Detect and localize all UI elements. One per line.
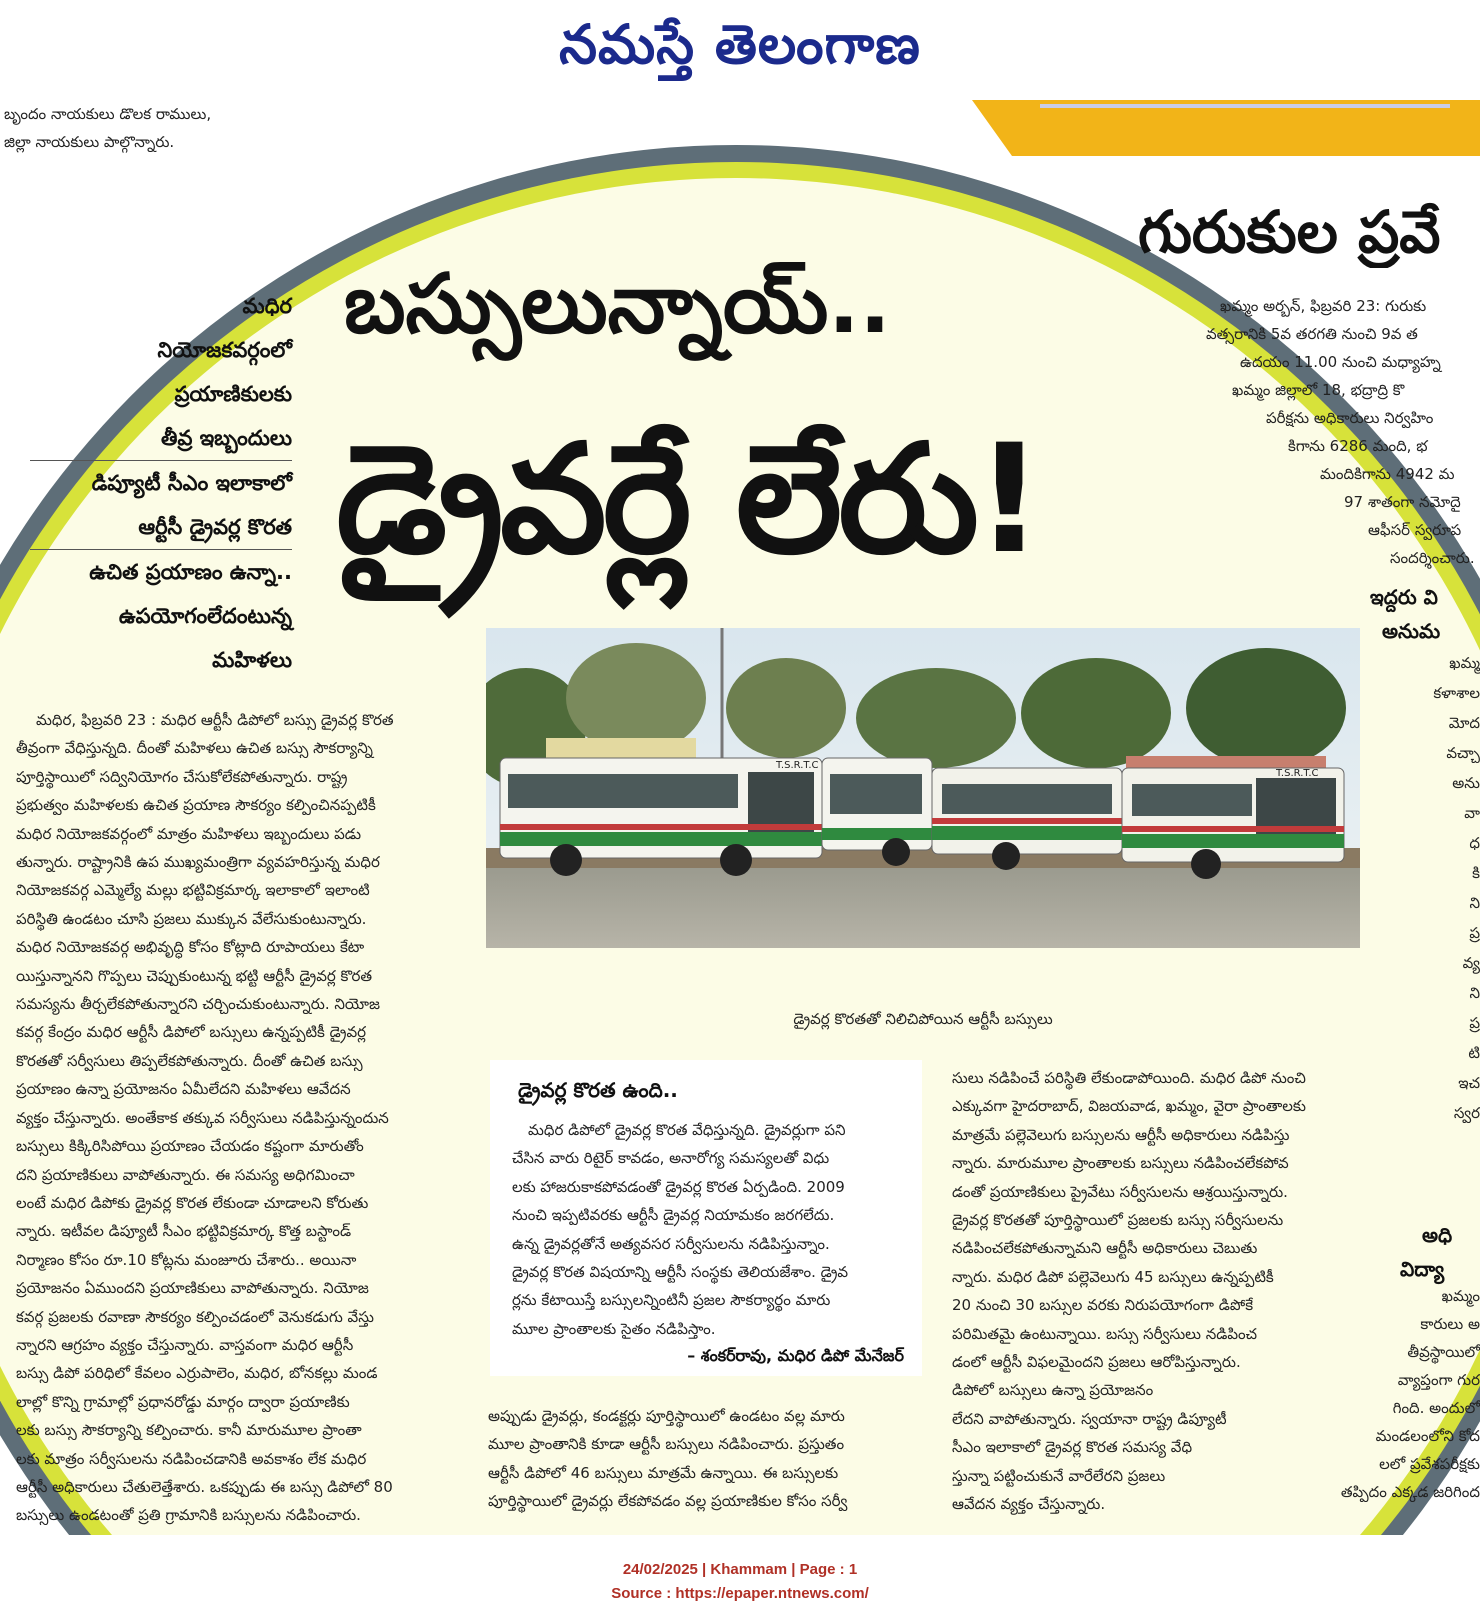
text-line: కిగాను 6286 మంది, భ <box>1288 437 1428 455</box>
text-line: నిర్మాణం కోసం రూ.10 కోట్లను మంజూరు చేశారు.. అయినా <box>16 1250 357 1269</box>
text-line: బస్సులు ఉండటంతో ప్రతి గ్రామానికి బస్సులను నడిపించారు. <box>16 1506 361 1525</box>
text-line: లాల్లో కొన్ని గ్రామాల్లో ప్రధానరోడ్డు మార్గం ద్వారా ప్రయాణికు <box>16 1392 350 1411</box>
text-line: బృందం నాయకులు డొలక రాములు, <box>4 105 212 123</box>
text-line: డ్రైవర్ల కొరత విషయాన్ని ఆర్టీసీ సంస్థకు తెలియజేశాం. డ్రైవ <box>512 1263 849 1282</box>
headline-line-1: బస్సులున్నాయ్.. <box>344 257 891 352</box>
text-line: ప్రయోజనం ఏముందని ప్రయాణికులు వాపోతున్నారు. నియోజ <box>16 1279 369 1298</box>
bus-4 <box>1122 768 1344 879</box>
text-line: తున్నారు. రాష్ట్రానికి ఉప ముఖ్యమంత్రిగా వ్యవహరిస్తున్న మధిర <box>16 853 380 872</box>
text-line: విద్యా <box>1400 1257 1445 1281</box>
text-line: పరీక్షను అధికారులు నిర్వహిం <box>1266 409 1434 427</box>
bus-label: T.S.R.T.C <box>1276 768 1319 779</box>
footer-date-line: 24/02/2025 | Khammam | Page : 1 <box>622 1561 858 1578</box>
text-line: సీఎం ఇలాకాలో డ్రైవర్ల కొరత సమస్య వేధి <box>952 1438 1193 1457</box>
text-line: దని ప్రయాణికులు వాపోతున్నారు. ఈ సమస్య అధిగమించా <box>16 1165 355 1184</box>
text-line: ఉదయం 11.00 నుంచి మధ్యాహ్న <box>1240 353 1441 371</box>
text-line: కళాశాల <box>1433 684 1480 702</box>
text-line: మధిర నియోజకవర్గంలో మాత్రం మహిళలు ఇబ్బందులు పడు <box>16 824 362 843</box>
quote-box-title: డ్రైవర్ల కొరత ఉంది.. <box>518 1078 678 1102</box>
text-line: ర్లను కేటాయిస్తే బస్సులన్నింటినీ ప్రజల సౌకర్యార్థం మారు <box>512 1291 831 1310</box>
text-line: నియోజకవర్గ ఎమ్మెల్యే మల్లు భట్టివిక్రమార్క ఇలాకాలో ఇలాంటి <box>16 881 370 900</box>
kicker-line: నియోజకవర్గంలో <box>157 338 292 362</box>
text-line: ఇద్దరు వి <box>1370 585 1438 609</box>
text-line: కారులు అ <box>1420 1315 1480 1333</box>
page-footer <box>0 1558 1480 1606</box>
text-line: పూర్తిస్థాయిలో డ్రైవర్లు లేకపోవడం వల్ల ప్రయాణికుల కోసం సర్వీ <box>488 1492 848 1511</box>
text-line: ఇచ <box>1458 1074 1480 1092</box>
right-story-body <box>1180 292 1480 572</box>
text-line: నడిపించలేకపోతున్నామని ఆర్టీసీ అధికారులు చెబుతు <box>952 1239 1258 1258</box>
right-story-headline: గురుకుల ప్రవే <box>1138 198 1441 266</box>
quote-box-body <box>512 1116 908 1343</box>
text-line: ఉన్న డ్రైవర్లతోనే అత్యవసర సర్వీసులను నడిపిస్తున్నాం. <box>512 1234 830 1253</box>
text-line: ఖమ్మం అర్బన్, ఫిబ్రవరి 23: గురుకు <box>1220 297 1427 315</box>
text-line: ని <box>1469 894 1480 912</box>
article-body-right <box>952 1064 1392 1519</box>
text-line: డిపోలో బస్సులు ఉన్నా ప్రయోజనం <box>952 1381 1154 1400</box>
text-line: సులు నడిపించే పరిస్థితి లేకుండాపోయింది. మధిర డిపో నుంచి <box>952 1069 1306 1087</box>
text-line: అను <box>1452 774 1480 792</box>
text-line: న్నారు. మారుమూల ప్రాంతాలకు బస్సులు నడిపించలేకపోవ <box>952 1154 1289 1173</box>
text-line: బస్సులు కిక్కిరిసిపోయి ప్రయాణం చేయడం కష్టంగా మారుతోం <box>16 1137 364 1156</box>
text-line: కవర్గ ప్రజలకు రవాణా సౌకర్యం కల్పించడంలో వెనుకడుగు వేస్తు <box>16 1307 374 1326</box>
text-line: మధిర, ఫిబ్రవరి 23 : మధిర ఆర్టీసీ డిపోలో బస్సు డ్రైవర్ల కొరత <box>36 711 394 729</box>
text-line: అనుమ <box>1382 619 1441 643</box>
text-line: 20 నుంచి 30 బస్సుల వరకు నిరుపయోగంగా డిపోకే <box>952 1296 1254 1315</box>
quote-attribution: – శంకర్‌రావు, మధిర డిపో మేనేజర్ <box>687 1346 904 1365</box>
text-line: మూల ప్రాంతాలకు సైతం నడిపిస్తాం. <box>512 1319 716 1338</box>
text-line: తీవ్రస్థాయిలో <box>1407 1343 1480 1361</box>
text-line: న్నారు. ఇటీవల డిప్యూటీ సీఎం భట్టివిక్రమార్క కొత్త బస్టాండ్ <box>16 1222 352 1241</box>
text-line: మూల ప్రాంతానికి కూడా ఆర్టీసీ బస్సులు నడిపించారు. ప్రస్తుతం <box>488 1435 845 1454</box>
text-line: డ్రైవర్ల కొరతతో పూర్తిస్థాయిలో ప్రజలకు బస్సు సర్వీసులను <box>952 1211 1284 1230</box>
kicker-line: ప్రయాణికులకు <box>174 382 292 406</box>
kicker-line: ఉపయోగంలేదంటున్న <box>118 604 292 628</box>
text-line: తీవ్రంగా వేధిస్తున్నది. దీంతో మహిళలు ఉచిత బస్సు సౌకర్యాన్ని <box>16 739 373 758</box>
depot-manager-quote-box <box>490 1060 922 1376</box>
masthead-title: నమస్తే తెలంగాణ <box>559 12 921 76</box>
text-line: ప్రభుత్వం మహిళలకు ఉచిత ప్రయాణ సౌకర్యం కల్పించినప్పటికీ <box>16 796 376 815</box>
text-line: చేసిన వారు రిటైర్ కావడం, అనారోగ్య సమస్యలతో విధు <box>512 1149 830 1168</box>
right-subhead-2 <box>1400 1218 1480 1286</box>
text-line: ఎక్కువగా హైదరాబాద్, విజయవాడ, ఖమ్మం, వైరా ప్రాంతాలకు <box>952 1097 1306 1116</box>
text-line: కవర్గ కేంద్రం మధిర ఆర్టీసీ డిపోలో బస్సులు ఉన్నప్పటికీ డ్రైవర్ల <box>16 1023 366 1042</box>
text-line: డంతో ప్రయాణికులు ప్రైవేటు సర్వీసులను ఆశ్రయిస్తున్నారు. <box>952 1182 1288 1201</box>
text-line: లకు హాజరుకాకపోవడంతో డ్రైవర్ల కొరత ఏర్పడింది. 2009 <box>512 1177 845 1196</box>
text-line: సమస్యను తీర్చలేకపోతున్నారని చర్చించుకుంటున్నారు. నియోజ <box>16 995 380 1014</box>
text-line: ప్ర <box>1469 924 1480 942</box>
headline-line-2: డ్రైవర్లే లేరు! <box>336 413 1040 587</box>
text-line: నుంచి ఇప్పటివరకు ఆర్టీసీ డ్రైవర్ల నియామకం జరగలేదు. <box>512 1206 835 1225</box>
text-line: న్నారని ఆగ్రహం వ్యక్తం చేస్తున్నారు. వాస్తవంగా మధిర ఆర్టీసీ <box>16 1335 354 1354</box>
text-line: టి <box>1468 1044 1480 1062</box>
text-line: పరిమితమై ఉంటున్నాయి. బస్సు సర్వీసులు నడిపించ <box>952 1324 1258 1343</box>
text-line: వచ్చా <box>1446 744 1480 762</box>
kicker-line: తీవ్ర ఇబ్బందులు <box>161 426 292 450</box>
text-line: అధి <box>1422 1223 1453 1247</box>
text-line: యిస్తున్నానని గొప్పలు చెప్పుకుంటున్న భట్టి ఆర్టీసీ డ్రైవర్ల కొరత <box>16 966 373 985</box>
text-line: వ్యక్తం చేస్తున్నారు. అంతేకాక తక్కువ సర్వీసులు నడిపిస్తున్నందున <box>16 1108 389 1127</box>
text-line: లేదని వాపోతున్నారు. స్వయానా రాష్ట్ర డిప్యూటీ <box>952 1409 1227 1428</box>
kicker-line: డిప్యూటీ సీఎం ఇలాకాలో <box>91 471 292 495</box>
text-line: లకు మాత్రం సర్వీసులను నడిపించడానికి అవకాశం లేక మధిర <box>16 1449 367 1468</box>
text-line: స్వర <box>1453 1104 1480 1122</box>
text-line: ఖమ్మ <box>1449 654 1480 672</box>
text-line: 97 శాతంగా నమోదై <box>1344 493 1461 511</box>
text-line: మోద <box>1448 714 1480 732</box>
text-line: స్తున్నా పట్టించుకునే వారేలేరని ప్రజలు <box>952 1466 1166 1485</box>
text-line: అప్పుడు డ్రైవర్లు, కండక్టర్లు పూర్తిస్థాయిలో ఉండటం వల్ల మారు <box>488 1407 845 1425</box>
article-body-middle <box>488 1402 924 1516</box>
text-line: డంలో ఆర్టీసీ విఫలమైందని ప్రజలు ఆరోపిస్తున్నారు. <box>952 1353 1241 1372</box>
article-body-left <box>16 706 458 1530</box>
text-line: వ్య <box>1462 954 1480 972</box>
text-line: ప్ర <box>1469 1014 1480 1032</box>
text-line: ఖమ్మం జిల్లాలో 18, భద్రాద్రి కొ <box>1232 381 1405 399</box>
text-line: వత్సరానికి 5వ తరగతి నుంచి 9వ త <box>1206 325 1418 343</box>
text-line: ని <box>1469 984 1480 1002</box>
text-line: ఆర్టీసీ అధికారులు చేతులెత్తేశారు. ఒకప్పుడు ఈ బస్సు డిపోలో 80 <box>16 1477 393 1496</box>
text-line: మందికిగాను 4942 మ <box>1320 465 1455 483</box>
text-line: గింది. అందులో <box>1392 1399 1480 1417</box>
text-line: ప్రయాణం ఉన్నా ప్రయోజనం ఏమీలేదని మహిళలు ఆవేదన <box>16 1080 351 1099</box>
bus-label: T.S.R.T.C <box>776 760 819 771</box>
text-line: జిల్లా నాయకులు పాల్గొన్నారు. <box>4 133 175 151</box>
text-line: కి <box>1472 864 1480 882</box>
footer-source-link[interactable]: Source : https://epaper.ntnews.com/ <box>611 1585 869 1602</box>
text-line: మధిర డిపోలో డ్రైవర్ల కొరత వేధిస్తున్నది. డ్రైవర్లుగా పని <box>528 1121 846 1139</box>
top-left-text <box>4 100 304 156</box>
text-line: తప్పిదం ఎక్కడ జరిగింద <box>1340 1483 1480 1501</box>
text-line: లలో ప్రవేశపరీక్షకు <box>1379 1455 1480 1473</box>
text-line: పరిస్థితి ఉండటం చూసి ప్రజలు ముక్కున వేలేసుకుంటున్నారు. <box>16 909 367 928</box>
accent-band <box>972 100 1480 156</box>
photo-caption: డ్రైవర్ల కొరతతో నిలిచిపోయిన ఆర్టీసీ బస్సులు <box>793 1010 1053 1028</box>
bus-1 <box>500 758 822 876</box>
text-line: ఖమ్మం <box>1441 1287 1480 1305</box>
text-line: ఆర్టీసీ డిపోలో 46 బస్సులు మాత్రమే ఉన్నాయి. ఈ బస్సులకు <box>488 1463 839 1482</box>
bus-depot-photo <box>486 628 1360 948</box>
bus-2 <box>822 758 932 866</box>
text-line: లంటే మధిర డిపోకు డ్రైవర్ల కొరత లేకుండా చూడాలని కోరుతు <box>16 1193 369 1212</box>
text-line: వ్యాప్తంగా గుర <box>1397 1371 1480 1389</box>
text-line: లకు బస్సు సౌకర్యాన్ని కల్పించారు. కానీ మారుమూల ప్రాంతా <box>16 1421 362 1440</box>
bus-photo-illustration <box>486 628 1360 948</box>
text-line: ఆఫీసర్ స్వరూప <box>1368 521 1462 539</box>
text-line: వా <box>1464 804 1480 822</box>
text-line: ఆవేదన వ్యక్తం చేస్తున్నారు. <box>952 1495 1106 1514</box>
story-kicker <box>30 284 292 682</box>
text-line: సందర్శించారు. <box>1390 549 1475 567</box>
text-line: మధిర నియోజకవర్గ అభివృద్ధి కోసం కోట్లాది రూపాయలు కేటా <box>16 938 365 957</box>
right-subhead <box>1370 580 1480 648</box>
text-line: మాత్రమే పల్లెవెలుగు బస్సులను ఆర్టీసీ అధికారులు నడిపిస్తు <box>952 1125 1290 1144</box>
kicker-line: మధిర <box>242 294 292 318</box>
text-line: పూర్తిస్థాయిలో సద్వినియోగం చేసుకోలేకపోతున్నారు. రాష్ట్ర <box>16 767 348 786</box>
text-line: ధ <box>1469 834 1480 852</box>
text-line: మండలంలోని కోద <box>1375 1427 1480 1445</box>
kicker-line: మహిళలు <box>212 648 292 672</box>
text-line: న్నారు. మధిర డిపో పల్లెవెలుగు 45 బస్సులు ఉన్నప్పటికీ <box>952 1267 1274 1286</box>
kicker-line: ఆర్టీసీ డ్రైవర్ల కొరత <box>138 515 292 539</box>
kicker-line: ఉచిత ప్రయాణం ఉన్నా.. <box>89 560 292 584</box>
text-line: బస్సు డిపో పరిధిలో కేవలం ఎర్రుపాలెం, మధిర, బోనకల్లు మండ <box>16 1364 378 1383</box>
text-line: కొరతతో సర్వీసులు తిప్పలేకపోతున్నారు. దీంతో ఉచిత బస్సు <box>16 1051 363 1070</box>
